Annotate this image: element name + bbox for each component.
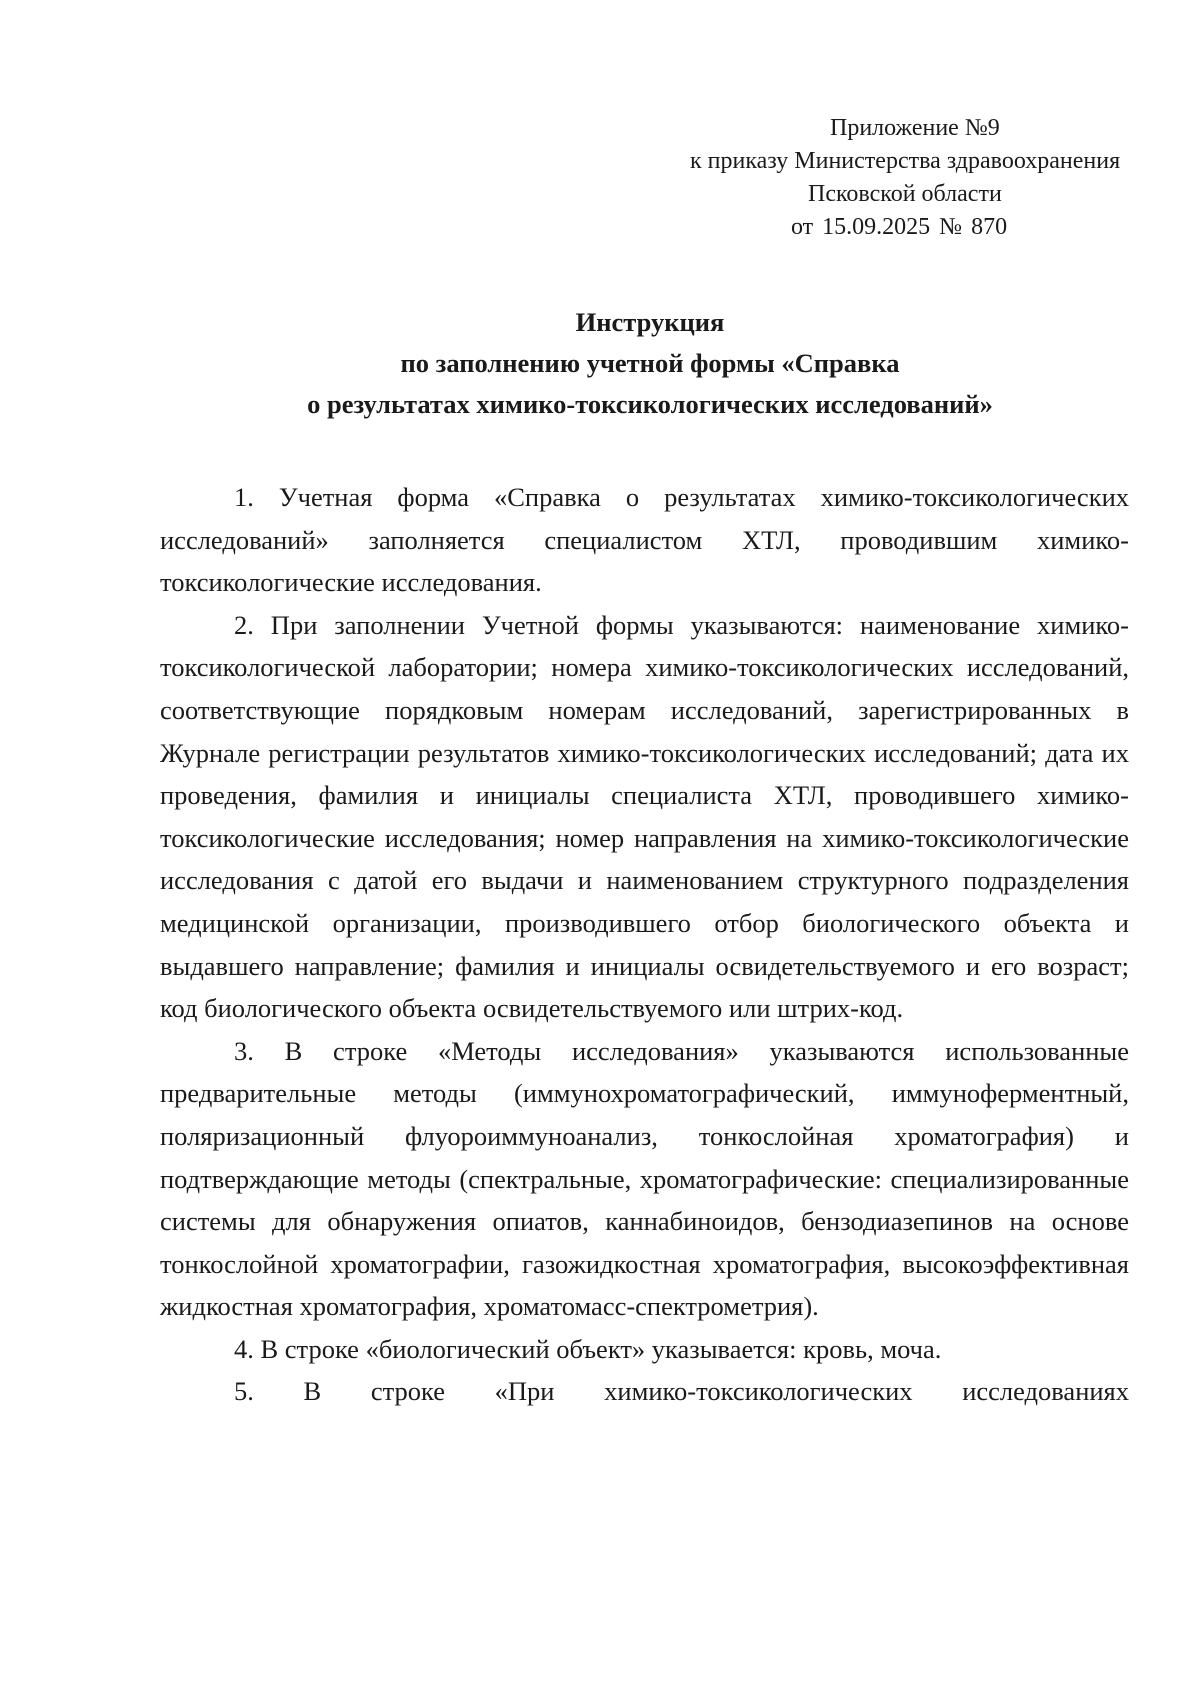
paragraph-4: 4. В строке «биологический объект» указывается: кровь, моча.: [234, 1333, 942, 1364]
paragraph-5: 5. В строке «При химико-токсикологических исследованиях: [234, 1376, 1129, 1407]
title-line-2: по заполнению учетной формы «Справка: [400, 348, 900, 378]
paragraph-1: 1. Учетная форма «Справка о результатах химико-токсикологических исследований» заполняется специалистом ХТЛ, проводившим химико-токсикологические исследования.: [160, 482, 1129, 598]
paragraph-3: 3. В строке «Методы исследования» указываются использованные предварительные методы (иммунохроматографический, иммуноферментный, поляризационный флуороиммуноанализ, тонкослойная хроматография) и подтверждающие методы (спектральные, хроматографические: специализированные системы для обнаружения опиатов, каннабиноидов, бензодиазепинов на основе тонкослойной хроматографии, газожидкостная хроматография, высокоэффективная жидкостная хроматография, хроматомасс-спектрометрия).: [160, 1035, 1129, 1322]
document-body: [160, 476, 1129, 1413]
appendix-number: Приложение №9: [830, 115, 1000, 141]
title-line-1: Инструкция: [575, 307, 725, 337]
title-line-3: о результатах химико-токсикологических исследований»: [307, 389, 993, 419]
appendix-date-number: от 15.09.2025 № 870: [791, 214, 1008, 240]
appendix-header: [690, 112, 1160, 244]
paragraph-2: 2. При заполнении Учетной формы указываются: наименование химико-токсикологической лаборатории; номера химико-токсикологических исследований, соответствующие порядковым номерам исследований, зарегистрированных в Журнале регистрации результатов химико-токсикологических исследований; дата их проведения, фамилия и инициалы специалиста ХТЛ, проводившего химико-токсикологические исследования; номер направления на химико-токсикологические исследования с датой его выдачи и наименованием структурного подразделения медицинской организации, производившего отбор биологического объекта и выдавшего направление; фамилия и инициалы освидетельствуемого и его возраст; код биологического объекта освидетельствуемого или штрих-код.: [160, 609, 1129, 1024]
appendix-order-ref: к приказу Министерства здравоохранения: [690, 148, 1121, 174]
document-title: [0, 302, 1200, 425]
appendix-region: Псковской области: [808, 181, 1002, 207]
